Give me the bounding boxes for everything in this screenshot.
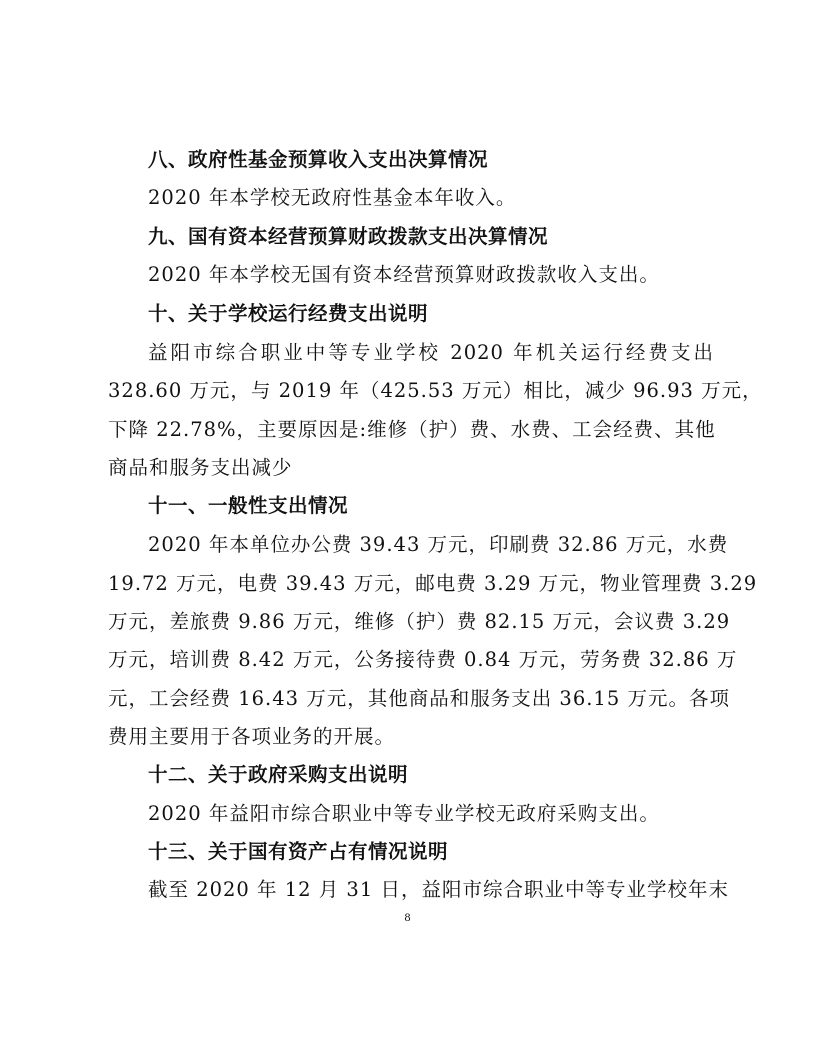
section-heading-9: 九、国有资本经营预算财政拨款支出决算情况: [148, 225, 549, 248]
section-heading-13: 十三、关于国有资产占有情况说明: [148, 840, 449, 863]
paragraph-line: 万元，培训费 8.42 万元，公务接待费 0.84 万元，劳务费 32.86 万: [108, 648, 738, 671]
paragraph-line: 2020 年本学校无政府性基金本年收入。: [148, 186, 517, 209]
paragraph-line: 费用主要用于各项业务的开展。: [108, 725, 396, 748]
paragraph-line: 万元，差旅费 9.86 万元，维修（护）费 82.15 万元，会议费 3.29: [108, 610, 731, 633]
paragraph-line: 益阳市综合职业中等专业学校 2020 年机关运行经费支出: [148, 341, 714, 364]
paragraph-line: 328.60 万元，与 2019 年（425.53 万元）相比，减少 96.93 万元，: [108, 379, 763, 402]
section-heading-11: 十一、一般性支出情况: [148, 494, 349, 517]
section-heading-12: 十二、关于政府采购支出说明: [148, 763, 409, 786]
paragraph-line: 2020 年益阳市综合职业中等专业学校无政府采购支出。: [148, 802, 660, 825]
page-number: 8: [404, 910, 411, 924]
paragraph-line: 商品和服务支出减少: [108, 456, 293, 479]
section-heading-8: 八、政府性基金预算收入支出决算情况: [148, 148, 489, 171]
section-heading-10: 十、关于学校运行经费支出说明: [148, 302, 429, 325]
paragraph-line: 元，工会经费 16.43 万元，其他商品和服务支出 36.15 万元。各项: [108, 687, 730, 710]
paragraph-line: 19.72 万元，电费 39.43 万元，邮电费 3.29 万元，物业管理费 3.29: [108, 572, 758, 595]
paragraph-line: 2020 年本学校无国有资本经营预算财政拨款收入支出。: [148, 263, 660, 286]
paragraph-line: 2020 年本单位办公费 39.43 万元，印刷费 32.86 万元，水费: [148, 533, 729, 556]
paragraph-line: 下降 22.78%，主要原因是:维修（护）费、水费、工会经费、其他: [108, 418, 716, 441]
paragraph-line: 截至 2020 年 12 月 31 日，益阳市综合职业中等专业学校年末: [148, 878, 729, 901]
